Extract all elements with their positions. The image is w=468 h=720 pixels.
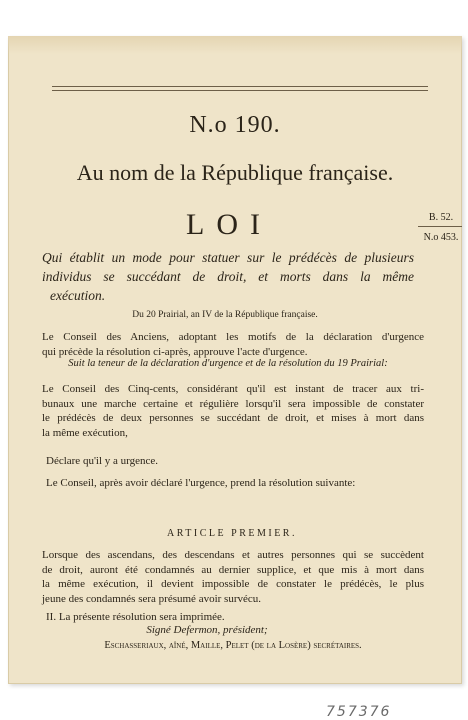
declare-urgence — [42, 454, 424, 469]
cinqcents-line-3: le prédécès de deux personnes se succédant de droit, et mises à mort dans — [42, 412, 424, 424]
signature-secretaries: Eschasseriaux, aîné, Maille, Pelet (de la Losère) secrétaires. — [104, 640, 362, 651]
cinqcents-paragraph — [42, 382, 424, 440]
article-two — [42, 610, 424, 625]
document-page — [8, 36, 462, 720]
cinqcents-line-4: la même exécution, — [42, 426, 128, 439]
lorsque-line-2: de droit, auront été condamnés au dernier supplice, et que mis à mort dans — [42, 563, 424, 576]
anciens-paragraph — [42, 330, 424, 359]
cinqcents-line-2: bunaux une marche certaine et régulière lorsqu'il sera impossible de constater — [42, 397, 424, 410]
header-rule-top — [52, 86, 428, 87]
handwritten-inventory-number: 757376 — [326, 704, 392, 720]
suit-heading: Suit la teneur de la déclaration d'urgence et de la résolution du 19 Prairial: — [68, 358, 388, 369]
declare-line: Déclare qu'il y a urgence. — [46, 455, 159, 467]
law-summary — [42, 248, 414, 305]
cinqcents-line-1: Le Conseil des Cinq-cents, considérant qu'il est instant de tracer aux tri- — [42, 383, 424, 395]
lorsque-line-1: Lorsque des ascendans, des descendans et autres personnes qui se succèdent — [42, 549, 424, 561]
lorsque-line-3: la même exécution, il devient impossible de constater le prédécès, le plus — [42, 578, 424, 590]
header-rule-bottom — [52, 90, 428, 91]
article-premier-heading: ARTICLE PREMIER. — [167, 528, 297, 539]
article-two-line: II. La présente résolution sera imprimée. — [46, 611, 225, 623]
summary-line-2: individus se succédant de droit, et morts dans la même — [42, 269, 414, 284]
law-date: Du 20 Prairial, an IV de la République française. — [132, 310, 318, 320]
loi-title: LOI — [186, 208, 272, 241]
margin-number: N.o 453. — [423, 232, 459, 243]
lorsque-line-4: jeune des condamnés sera présumé avoir survécu. — [42, 592, 262, 605]
signature-president: Signé Defermon, président; — [146, 624, 268, 636]
summary-line-3: exécution. — [50, 288, 106, 303]
lorsque-paragraph — [42, 548, 424, 606]
republique-heading: Au nom de la République française. — [76, 160, 394, 185]
conseil-line: Le Conseil, après avoir déclaré l'urgence, prend la résolution suivante: — [46, 477, 356, 489]
anciens-line-2: qui précède la résolution ci-après, approuve l'acte d'urgence. — [42, 345, 308, 358]
margin-rule — [418, 226, 462, 227]
conseil-paragraph — [42, 476, 424, 491]
summary-line-1: Qui établit un mode pour statuer sur le prédécès de plusieurs — [42, 250, 414, 265]
margin-bulletin: B. 52. — [428, 212, 454, 223]
anciens-line-1: Le Conseil des Anciens, adoptant les motifs de la déclaration d'urgence — [42, 331, 424, 343]
law-number: N.o 190. — [189, 112, 281, 138]
